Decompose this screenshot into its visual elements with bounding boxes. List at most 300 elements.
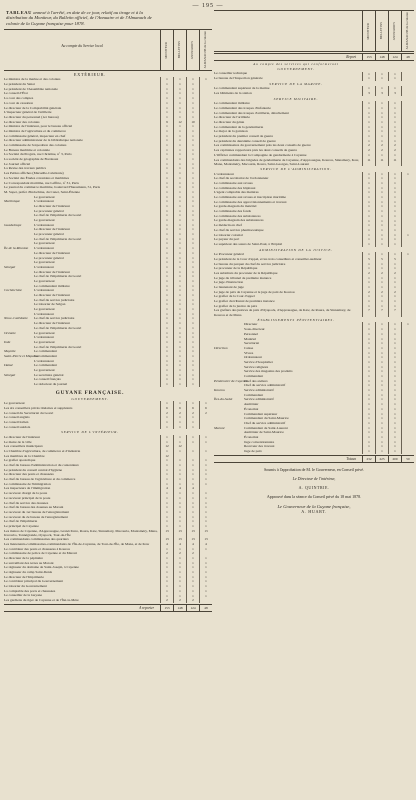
row-label: Le receveur du 1er bureau de l'enregistrement [4,509,70,514]
row-label: Le commandant supérieur de la marine [214,86,270,91]
report-value: 48 [199,605,212,611]
row-value: 1 [173,382,186,387]
row-value: 1 [186,293,199,298]
row-value: 1 [375,426,388,431]
row-label: Le grefier de la justice de paix [214,303,258,308]
row-value: 1 [362,242,375,247]
table-row [214,449,414,454]
row-label: Le ministre de la marine et des colonies [4,77,61,82]
row-label: Commandant de Saint-Laurent [244,425,288,430]
row-value: 11 [375,158,388,167]
row-value: 1 [160,368,173,373]
row-value: 1 [160,298,173,303]
row-label: Le directeur du génie [214,119,245,124]
table-body [214,252,414,317]
row-value: 1 [375,430,388,435]
row-value: 13 [186,537,199,542]
row-value: 1 [160,260,173,265]
row-value [401,76,414,81]
row-value: 1 [173,241,186,246]
approval-note: Soumis à l'approbation de M. le Gouverneur, en Conseil privé. [263,466,365,472]
table-row [214,158,414,167]
row-value: 9 [160,120,173,125]
row-value: 1 [160,482,173,487]
row-value: 1 [160,190,173,195]
row-value: 1 [173,166,186,171]
row-value: 1 [173,251,186,256]
row-label: La Société des Études coloniales et maritimes [4,175,70,180]
row-value: 1 [375,129,388,134]
row-label: Le chef de l'imprimerie du Gouvt [34,274,82,279]
row-label: Le régisseur du camp Saint-Denis [4,570,53,575]
row-value: 1 [362,228,375,233]
row-label: Le gouverneur [34,278,55,283]
row-value: 1 [186,181,199,186]
row-value: 1 [160,363,173,368]
row-value: 2 [199,411,212,416]
row-value: 1 [186,368,199,373]
row-value: 1 [173,256,186,261]
header-almanachs: ALMANACHS de la colonie [401,11,414,51]
row-value: 1 [388,72,401,77]
section-heading: SERVICE MILITAIRE. [273,96,319,101]
row-value: 1 [388,426,401,431]
row-label: Le gouverneur [34,260,55,265]
row-value: 2 [388,271,401,276]
row-label: Le rédacteur du journal [34,382,68,387]
row-label: Le commandant militaire [214,101,250,106]
row-value: 1 [362,332,375,337]
row-label: Le chef de l'imprimerie du Gouvt [34,325,82,330]
row-label: Le commandant [34,353,57,358]
row-label: Le principal de Cayenne [4,523,39,528]
row-value: 1 [388,101,401,106]
header-annuaires: ANNUAIRES [388,11,401,51]
row-value: 1 [160,251,173,256]
row-value: 1 [160,91,173,96]
report-row [4,604,212,612]
total-row [214,455,414,463]
row-label: Le commissaire aux revues et inscription maritime [214,195,286,200]
row-value: 1 [160,87,173,92]
row-value: 1 [186,382,199,387]
row-value: 1 [362,120,375,125]
row-label: L'ordonnateur [34,199,54,204]
row-label: Commandant [244,392,264,397]
row-value: 1 [186,284,199,289]
row-value: 1 [199,515,212,520]
row-value: 1 [160,129,173,134]
column-caption: Au compte du Service local [61,43,103,48]
signatory-name: A. QUINTRIE. [298,485,330,491]
row-value: 1 [173,472,186,477]
row-label: Ordonnateur [244,355,262,360]
row-value: 1 [186,463,199,468]
row-value: 1 [375,388,388,393]
row-label: Les commandants commissaires des quartiers [4,537,69,542]
row-label: Le gouverneur [34,194,55,199]
row-label: Le juge d'instruction [214,280,244,285]
row-value: 1 [362,426,375,431]
row-value: 1 [362,176,375,181]
row-value: 1 [160,312,173,317]
row-label: Service d'hospitalier [244,359,273,364]
row-value: 1 [160,570,173,575]
row-group-label: Mayotte [4,349,16,354]
row-value: 1 [375,351,388,356]
row-value [199,425,212,430]
table-row [4,598,212,603]
row-value: 1 [173,246,186,251]
row-value: 1 [362,355,375,360]
row-label: Le chef de l'imprimerie du Gouvt [34,344,82,349]
row-value: 1 [173,321,186,326]
row-value: 1 [362,252,375,257]
row-value: 1 [388,111,401,116]
row-value: 11 [362,158,375,167]
row-value: 13 [173,537,186,542]
row-value: 1 [186,575,199,580]
total-label: Totaux [346,456,356,461]
row-value: 1 [199,584,212,589]
row-value: 1 [186,152,199,157]
row-value: 1 [160,377,173,382]
row-value: 1 [401,252,414,257]
row-value: 1 [362,430,375,435]
row-value: 1 [160,134,173,139]
row-value: 1 [160,349,173,354]
row-value: 1 [186,307,199,312]
row-label: Le gouverneur [34,339,55,344]
section-subheading: GOUVERNEMENT. [71,396,109,401]
row-value: 1 [388,204,401,209]
row-label: Le garde-magasin des subsistances [214,218,264,223]
row-value: 1 [186,420,199,425]
row-value: 1 [173,157,186,162]
row-value: 1 [362,111,375,116]
row-value: 1 [160,463,173,468]
row-value: 1 [160,321,173,326]
row-value: 1 [173,345,186,350]
row-label: Le chef du service judiciaire [34,297,75,302]
row-value: 1 [160,218,173,223]
row-group-label: Maroni [214,425,225,430]
row-value: 1 [173,138,186,143]
header-bulletins: BULLETINS [375,11,388,51]
row-label: Le conseil suédois [4,424,31,429]
governor-title: Le Gouverneur de la Guyane française, [277,503,351,509]
row-value: 1 [186,440,199,445]
row-value: 1 [362,365,375,370]
row-value: 1 [186,547,199,552]
header-moniteur: MONITEUR [160,30,173,70]
row-value: 1 [186,134,199,139]
row-value: 1 [186,171,199,176]
row-value: 1 [186,435,199,440]
row-value: 1 [362,86,375,91]
row-label: Aumônier de Saint-Maurice [244,430,284,435]
section-heading: GUYANE FRANÇAISE. [55,389,125,396]
row-value: 1 [160,101,173,106]
row-label: Juge de paix [244,449,262,454]
row-value: 1 [199,468,212,473]
table-body [4,401,212,429]
row-group-label: Inde [4,339,11,344]
row-label: Le chef du service judiciaire [34,316,75,321]
row-value: 1 [388,237,401,242]
row-value: 2 [388,290,401,295]
row-value: 1 [173,124,186,129]
row-value: 1 [160,279,173,284]
row-value: 1 [173,556,186,561]
row-value: 1 [199,570,212,575]
row-label: Le trésorier de Saïgon [34,302,66,307]
row-value: 2 [362,143,375,148]
row-label: Économat [244,434,259,439]
report-value: 153 [160,605,173,611]
row-value: 1 [388,407,401,412]
row-value: 1 [375,72,388,77]
row-group-label: Cochinchine [4,288,22,293]
row-label: La société de géographie de Bordeaux [4,157,59,162]
row-value: 1 [388,304,401,309]
section-heading: ÉTABLISSEMENTS PÉNITENTIAIRES. [257,317,335,322]
row-value: 1 [160,213,173,218]
row-value: 2 [160,598,173,603]
row-value: 1 [362,223,375,228]
row-value: 1 [375,204,388,209]
row-value: 1 [160,524,173,529]
row-value: 1 [160,265,173,270]
row-value: 1 [388,190,401,195]
row-value: 1 [388,115,401,120]
row-value: 1 [375,379,388,384]
row-value: 1 [173,213,186,218]
row-label: Les six conseillers privés titulaires et suppléants [4,405,73,410]
row-value: 1 [160,501,173,506]
row-value: 1 [362,200,375,205]
row-value: 1 [362,262,375,267]
row-value: 1 [160,491,173,496]
row-value: 1 [388,195,401,200]
row-value: 1 [160,449,173,454]
row-value: 1 [173,316,186,321]
row-value: 1 [173,463,186,468]
row-value: 1 [186,556,199,561]
row-value: 1 [199,496,212,501]
row-value: 1 [362,266,375,271]
row-value: 1 [375,421,388,426]
row-label: Le grefier apostolique [4,458,36,463]
row-label: Le directeur administrateur de la bibliothèque nationale [4,138,83,143]
row-value: 1 [375,337,388,342]
row-value: 1 [173,359,186,364]
row-value: 1 [173,284,186,289]
row-label: Le gouverneur [4,401,25,406]
row-value: 1 [375,134,388,139]
row-value: 1 [375,237,388,242]
row-value: 1 [160,316,173,321]
row-label: Le gouverneur [34,218,55,222]
row-value: 1 [173,312,186,317]
row-value: 1 [375,172,388,177]
row-value: 1 [375,393,388,398]
row-label: Le directeur de l'intérieur [34,203,70,208]
row-value: 1 [186,148,199,153]
row-value: 1 [173,190,186,195]
row-value [199,382,212,387]
row-value: 1 [186,510,199,515]
row-value: 1 [375,276,388,281]
row-value: 1 [388,233,401,238]
row-value: 12 [160,454,173,459]
row-value: 1 [160,143,173,148]
row-value: 1 [362,304,375,309]
row-label: L'ordonnateur [34,222,54,227]
row-value: 5 [388,257,401,262]
row-value: 1 [199,556,212,561]
row-value: 1 [375,327,388,332]
row-value: 1 [388,134,401,139]
row-value: 1 [186,524,199,529]
row-value: 1 [173,152,186,157]
row-value: 1 [199,77,212,82]
row-value: 1 [186,505,199,510]
row-value: 1 [362,101,375,106]
row-value: 2 [173,411,186,416]
row-label: Le directeur de l'intérieur [4,434,40,439]
row-value: 1 [160,496,173,501]
row-value: 1 [375,186,388,191]
total-value: 200 [388,456,401,462]
row-value: 1 [160,547,173,552]
row-value: 1 [388,369,401,374]
row-value: 13 [160,537,173,542]
row-value: 1 [186,209,199,214]
row-value: 1 [173,354,186,359]
row-value: 1 [362,106,375,111]
table-row [4,425,212,430]
row-label: Le commandant [34,349,57,354]
row-label: Le commissaire des subsistances [214,213,261,218]
row-value: 1 [375,76,388,81]
row-value: 1 [375,262,388,267]
row-value: 1 [375,346,388,351]
row-label: Service administratif [244,388,274,393]
report-label: A reporter [139,605,154,610]
row-value: 1 [199,505,212,510]
row-label: Le président du deuxième conseil de guerre [214,138,276,143]
table-row [4,382,212,387]
row-value: 1 [160,256,173,261]
row-value: 1 [160,270,173,275]
title-lead: TABLEAU [6,10,33,15]
row-label: Matériel [244,336,257,341]
row-value: 1 [401,172,414,177]
row-label: Les commissaires du gouvernement près les deux conseils de guerre [214,143,311,148]
row-value: 6 [199,406,212,411]
row-value: 1 [401,322,414,327]
row-value: 1 [388,106,401,111]
row-value: 1 [375,341,388,346]
row-value: 1 [362,186,375,191]
row-value: 1 [186,77,199,82]
row-label: Le Bureau maritime et coloniale [4,147,50,152]
row-value: 1 [173,468,186,473]
row-label: Le bureau de l'Inspection générale [214,76,263,81]
row-value: 1 [199,491,212,496]
row-value: 1 [375,280,388,285]
row-value: 1 [375,219,388,224]
row-value: 1 [375,299,388,304]
row-value: 2 [173,551,186,556]
row-value: 1 [186,491,199,496]
row-label: Le médecin en chef [214,223,242,228]
row-group-label: Saint-Pierre et Miquelon [4,353,40,358]
row-label: Le chef du bureau de l'agriculture et du commerce [4,477,76,482]
row-label: Le contrôleur des ponts et chaussées à Kourou [4,546,70,551]
row-value: 1 [186,496,199,501]
row-value: 1 [173,143,186,148]
row-value: 1 [186,340,199,345]
row-label: Commandant [244,374,264,379]
row-label: Le directeur de l'intérieur [34,250,70,255]
row-label: Le conseil du Secrétariat du Gouvt [4,410,54,415]
row-value: 1 [375,412,388,417]
row-group-label: Îles-du-Salut [214,397,233,402]
row-value: 1 [388,374,401,379]
row-value: 2 [375,271,388,276]
row-value: 1 [160,515,173,520]
row-value: 1 [388,186,401,191]
row-value: 11 [388,158,401,167]
row-value: 1 [199,565,212,570]
row-value: 1 [160,440,173,445]
row-value: 1 [173,524,186,529]
row-value: 1 [160,354,173,359]
row-value: 1 [173,561,186,566]
section-heading: GOUVERNEMENT. [277,67,315,71]
row-label: Le commissaire des approvisionnements et travaux [214,199,287,204]
row-value: 1 [160,162,173,167]
row-value: 1 [173,115,186,120]
row-label: Service administratif [244,397,274,402]
row-value: 1 [173,227,186,232]
row-value: 1 [160,181,173,186]
row-value: 1 [388,172,401,177]
row-value: 13 [199,529,212,538]
row-label: L'ordonnateur [34,358,54,363]
row-value: 13 [160,529,173,538]
row-value: 1 [375,369,388,374]
row-label: Vivres [244,350,254,355]
row-value: 1 [199,458,212,463]
row-label: Le receveur du 2e bureau de l'enregistrement [4,514,68,519]
row-label: Le maire de la ville [4,439,32,444]
report-row [214,53,414,61]
row-value: 1 [388,139,401,144]
row-value: 1 [388,252,401,257]
row-value: 1 [362,294,375,299]
row-label: Les gardiens du tiger de Cayenne et de l'Îlet-la-Mère [4,598,79,603]
row-value: 1 [186,106,199,111]
row-value: 1 [362,402,375,407]
row-value: 1 [388,332,401,337]
row-value: 1 [160,425,173,430]
row-value: 2 [362,290,375,295]
row-value: 1 [388,125,401,130]
row-value: 1 [388,299,401,304]
